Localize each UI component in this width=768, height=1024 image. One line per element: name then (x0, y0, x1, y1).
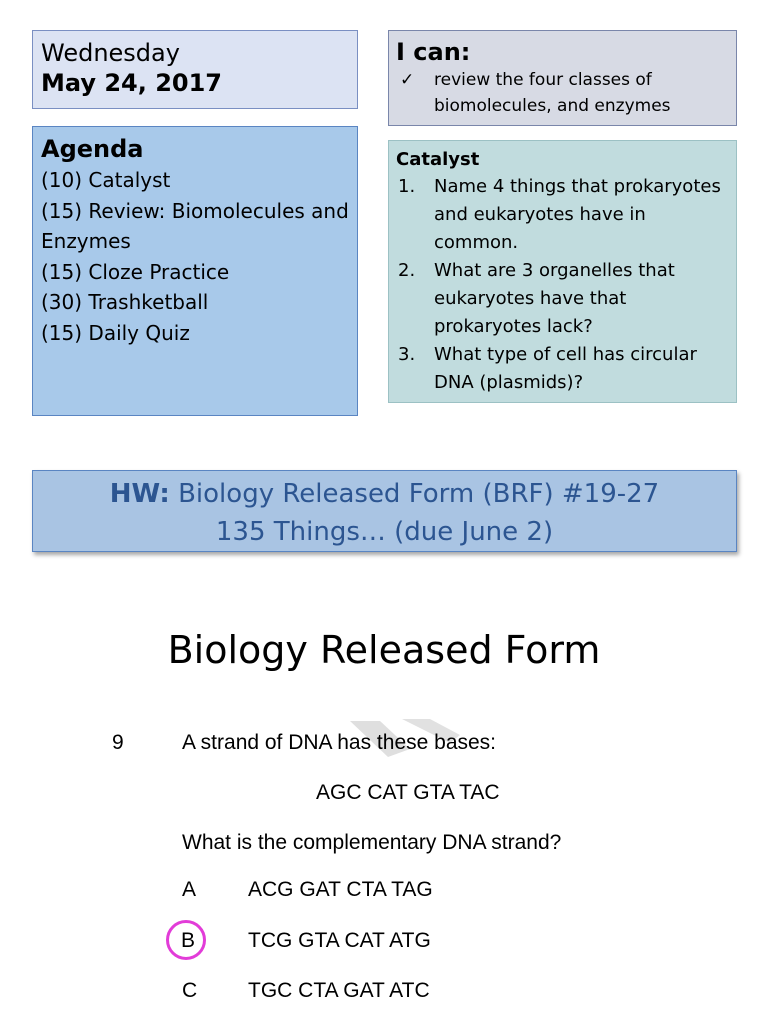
date: May 24, 2017 (41, 69, 223, 97)
catalyst-item (396, 173, 729, 257)
agenda-item: (15) Daily Quiz (41, 320, 190, 345)
homework-line-2: 135 Things… (due June 2) (215, 517, 554, 547)
agenda-item: (10) Catalyst (41, 168, 171, 192)
catalyst-item (396, 341, 729, 397)
i-can-box (388, 30, 737, 126)
homework-label: HW: (109, 479, 170, 509)
option-c-text: TGC CTA GAT ATC (248, 979, 430, 1002)
catalyst-item-text: What are 3 organelles that eukaryotes have that prokaryotes lack? (434, 260, 675, 337)
homework-line-1 (33, 475, 736, 513)
dna-sequence: AGC CAT GTA TAC (316, 781, 500, 804)
option-a-letter: A (182, 878, 197, 901)
checkmark-icon: ✓ (400, 70, 415, 90)
i-can-title: I can: (396, 38, 471, 66)
catalyst-item-number: 1. (398, 176, 416, 197)
catalyst-box (388, 140, 737, 403)
catalyst-item-text: Name 4 things that prokaryotes and eukaryotes have in common. (434, 176, 721, 253)
agenda-box (32, 126, 358, 416)
agenda-item: (15) Cloze Practice (41, 259, 230, 284)
catalyst-item-text: What type of cell has circular DNA (plasmids)? (434, 344, 697, 393)
homework-banner (32, 470, 737, 552)
agenda-item: (15) Review: Biomolecules and Enzymes (41, 198, 349, 253)
option-c-letter: C (182, 979, 198, 1002)
catalyst-list (396, 173, 729, 397)
catalyst-title: Catalyst (396, 149, 480, 170)
option-a-text: ACG GAT CTA TAG (248, 878, 433, 901)
date-box (32, 30, 358, 109)
homework-text-1: Biology Released Form (BRF) #19-27 (178, 479, 660, 509)
agenda-item: (30) Trashketball (41, 290, 209, 314)
section-title: Biology Released Form (167, 628, 601, 672)
weekday: Wednesday (41, 39, 180, 67)
option-b-letter: B (181, 929, 196, 952)
i-can-text: review the four classes of biomolecules, and enzymes (434, 70, 671, 116)
agenda-list (41, 165, 349, 348)
catalyst-item (396, 257, 729, 341)
agenda-title: Agenda (41, 135, 144, 163)
i-can-item (396, 67, 729, 119)
question-prompt: What is the complementary DNA strand? (182, 831, 562, 854)
catalyst-item-number: 2. (398, 260, 416, 281)
question-number: 9 (112, 731, 124, 754)
question-stem: A strand of DNA has these bases: (182, 731, 497, 754)
catalyst-item-number: 3. (398, 344, 416, 365)
option-b-text: TCG GTA CAT ATG (248, 929, 431, 952)
